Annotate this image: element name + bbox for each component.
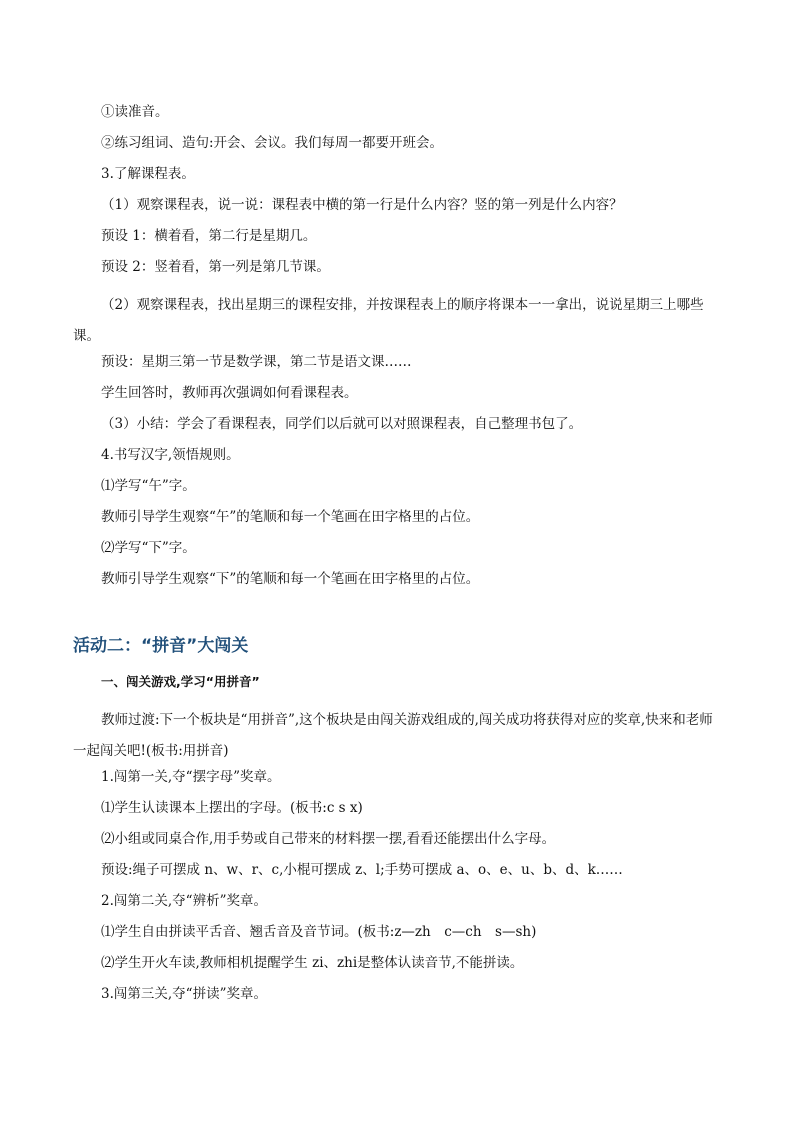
line-level-3: 3.闯第三关,夺“拼读”奖章。 — [101, 986, 267, 1002]
line-word-sentence-practice: ②练习组词、造句:开会、会议。我们每周一都要开班会。 — [101, 135, 444, 151]
line-read-pronunciation: ①读准音。 — [101, 104, 169, 120]
line-summary: （3）小结：学会了看课程表，同学们以后就可以对照课程表，自己整理书包了。 — [101, 416, 583, 432]
line-guide-wu: 教师引导学生观察“午”的笔顺和每一个笔画在田字格里的占位。 — [101, 509, 480, 525]
line-free-reading: ⑴学生自由拼读平舌音、翘舌音及音节词。(板书:z—zh c—ch s—sh) — [101, 924, 537, 940]
line-preset-2: 预设 2：竖着看，第一列是第几节课。 — [101, 259, 330, 275]
line-preset-1: 预设 1：横着看，第二行是星期几。 — [101, 228, 317, 244]
line-preset-letters: 预设:绳子可摆成 n、w、r、c,小棍可摆成 z、l;手势可摆成 a、o、e、u、b、d、k…… — [101, 862, 623, 878]
line-step-3: 3.了解课程表。 — [101, 166, 195, 182]
line-preset-wednesday: 预设：星期三第一节是数学课，第二节是语文课…… — [101, 354, 412, 370]
line-write-xia: ⑵学写“下”字。 — [101, 540, 196, 556]
line-guide-xia: 教师引导学生观察“下”的笔顺和每一个笔画在田字格里的占位。 — [101, 571, 480, 587]
line-group-work: ⑵小组或同桌合作,用手势或自己带来的材料摆一摆,看看还能摆出什么字母。 — [101, 831, 556, 847]
line-level-1: 1.闯第一关,夺“摆字母”奖章。 — [101, 769, 281, 785]
line-teacher-emphasis: 学生回答时，教师再次强调如何看课程表。 — [101, 385, 358, 401]
line-read-letters: ⑴学生认读课本上摆出的字母。(板书:c s x) — [101, 800, 363, 816]
line-observe-schedule: （1）观察课程表，说一说：课程表中横的第一行是什么内容？竖的第一列是什么内容？ — [101, 197, 623, 213]
paragraph-wednesday-schedule: （2）观察课程表，找出星期三的课程安排，并按课程表上的顺序将课本一一拿出，说说星期三上哪些课。 — [73, 297, 704, 344]
subheading-game: 一、闯关游戏,学习“用拼音” — [101, 674, 260, 689]
paragraph-teacher-transition: 教师过渡:下一个板块是“用拼音”,这个板块是由闯关游戏组成的,闯关成功将获得对应的奖章,快来和老师一起闯关吧!(板书:用拼音) — [73, 712, 713, 759]
line-write-wu: ⑴学写“午”字。 — [101, 478, 196, 494]
section-heading-activity-2: 活动二：“拼音”大闯关 — [73, 636, 249, 656]
line-step-4: 4.书写汉字,领悟规则。 — [101, 447, 240, 463]
line-train-reading: ⑵学生开火车读,教师相机提醒学生 zi、zhi是整体认读音节,不能拼读。 — [101, 955, 524, 971]
line-level-2: 2.闯第二关,夺“辨析”奖章。 — [101, 893, 267, 909]
